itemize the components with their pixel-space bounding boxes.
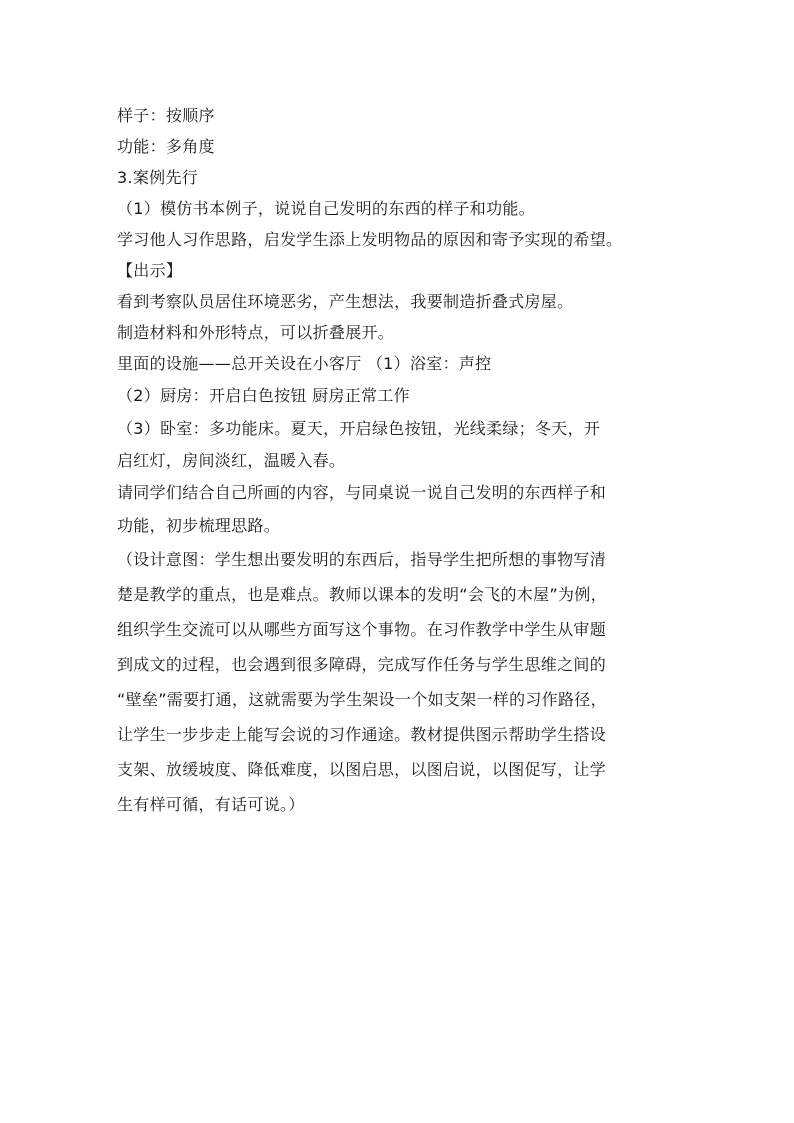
text-line: （2）厨房：开启白色按钮 厨房正常工作: [117, 386, 410, 405]
text-line: 让学生一步步走上能写会说的习作通途。教材提供图示帮助学生搭设: [117, 725, 607, 744]
text-line: 样子：按顺序: [117, 106, 215, 125]
text-line: （1）模仿书本例子，说说自己发明的东西的样子和功能。: [117, 199, 535, 218]
text-line: 生有样可循，有话可说。）: [117, 795, 305, 814]
text-line: 学习他人习作思路，启发学生添上发明物品的原因和寄予实现的希望。: [117, 230, 623, 249]
text-line: 启红灯，房间淡红，温暖入春。: [117, 451, 346, 470]
text-line: 看到考察队员居住环境恶劣，产生想法，我要制造折叠式房屋。: [117, 292, 574, 311]
text-line: 【出示】: [117, 261, 183, 280]
text-line: 功能，初步梳理思路。: [117, 516, 281, 535]
text-line: 里面的设施——总开关设在小客厅 （1）浴室：声控: [117, 354, 492, 373]
text-line: 到成文的过程，也会遇到很多障碍，完成写作任务与学生思维之间的: [117, 655, 607, 674]
text-line: （3）卧室：多功能床。夏天，开启绿色按钮，光线柔绿；冬天，开: [117, 419, 601, 438]
text-line: 组织学生交流可以从哪些方面写这个事物。在习作教学中学生从审题: [117, 620, 607, 639]
section-heading: 3.案例先行: [117, 168, 199, 187]
text-line: （设计意图：学生想出要发明的东西后，指导学生把所想的事物写清: [117, 550, 607, 569]
text-line: 功能：多角度: [117, 137, 215, 156]
document-body: [117, 100, 687, 822]
text-line: “壁垒”需要打通，这就需要为学生架设一个如支架一样的习作路径，: [117, 690, 607, 709]
text-line: 请同学们结合自己所画的内容，与同桌说一说自己发明的东西样子和: [117, 483, 607, 502]
text-line: 楚是教学的重点，也是难点。教师以课本的发明“会飞的木屋”为例，: [117, 585, 607, 604]
text-line: 制造材料和外形特点，可以折叠展开。: [117, 323, 395, 342]
text-line: 支架、放缓坡度、降低难度，以图启思，以图启说，以图促写，让学: [117, 760, 607, 779]
